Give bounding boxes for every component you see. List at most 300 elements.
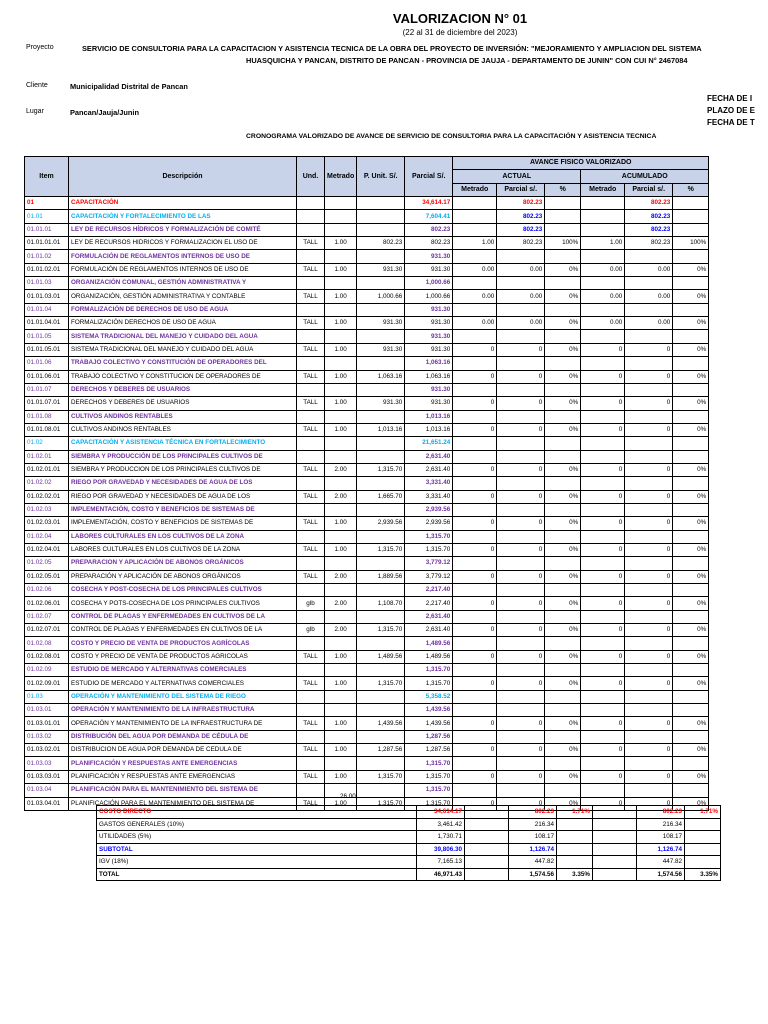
- item-description: LEY DE RECURSOS HIDRICOS Y FORMALIZACION EL USO DE: [69, 237, 297, 250]
- acum-metrado: 0: [581, 397, 625, 410]
- item-code: 01.01.04: [25, 303, 69, 316]
- actual-metrado: [453, 250, 497, 263]
- item-metrado: 1.00: [325, 744, 357, 757]
- acum-metrado: [581, 503, 625, 516]
- actual-metrado: [453, 757, 497, 770]
- acum-metrado: [581, 784, 625, 797]
- acum-metrado: 0: [581, 717, 625, 730]
- actual-pct: [545, 250, 581, 263]
- item-parcial: 931.30: [405, 303, 453, 316]
- item-code: 01.01.05.01: [25, 343, 69, 356]
- item-code: 01.03.02: [25, 730, 69, 743]
- table-row: [25, 770, 709, 783]
- item-unit: [297, 757, 325, 770]
- acum-pct: 0%: [673, 370, 709, 383]
- item-description: FORMULACIÓN DE REGLAMENTOS INTERNOS DE USO DE: [69, 263, 297, 276]
- header-metrado: Metrado: [325, 157, 357, 197]
- table-row: [25, 490, 709, 503]
- item-unit-price: 1,287.56: [357, 744, 405, 757]
- summary-actual-parcial: 1,574.56: [509, 868, 557, 881]
- item-description: IMPLEMENTACIÓN, COSTO Y BENEFICIOS DE SISTEMAS DE: [69, 517, 297, 530]
- item-metrado: [325, 437, 357, 450]
- acum-parcial: [625, 477, 673, 490]
- actual-pct: [545, 637, 581, 650]
- actual-metrado: [453, 610, 497, 623]
- actual-parcial: [497, 437, 545, 450]
- summary-actual-pct: [557, 818, 593, 831]
- summary-table: [96, 805, 721, 881]
- table-row: [25, 543, 709, 556]
- item-metrado: 1.00: [325, 343, 357, 356]
- acum-pct: [673, 610, 709, 623]
- item-unit: [297, 477, 325, 490]
- header-acumulado: ACUMULADO: [581, 170, 709, 183]
- table-row: [25, 263, 709, 276]
- item-unit: [297, 730, 325, 743]
- item-parcial: 3,779.12: [405, 557, 453, 570]
- actual-pct: 0%: [545, 423, 581, 436]
- fecha-termino-label: FECHA DE T: [707, 118, 755, 127]
- table-row: [25, 383, 709, 396]
- actual-metrado: [453, 437, 497, 450]
- acum-pct: [673, 330, 709, 343]
- item-metrado: [325, 664, 357, 677]
- item-parcial: 1,315.70: [405, 664, 453, 677]
- item-parcial: 1,489.56: [405, 650, 453, 663]
- item-unit: TALL: [297, 463, 325, 476]
- item-unit: [297, 784, 325, 797]
- acum-parcial: 0: [625, 517, 673, 530]
- table-row: [25, 584, 709, 597]
- table-row: [25, 237, 709, 250]
- actual-metrado: [453, 664, 497, 677]
- actual-metrado: 0: [453, 797, 497, 810]
- item-parcial: 1,063.16: [405, 370, 453, 383]
- acum-pct: 0%: [673, 463, 709, 476]
- item-parcial: 1,439.56: [405, 704, 453, 717]
- summary-actual-pct: [557, 843, 593, 856]
- header-parcial: Parcial S/.: [405, 157, 453, 197]
- acum-parcial: 0: [625, 397, 673, 410]
- item-description: PLANIFICACIÓN Y RESPUESTAS ANTE EMERGENCIAS: [69, 757, 297, 770]
- item-metrado: [325, 197, 357, 210]
- acum-pct: 0%: [673, 624, 709, 637]
- item-unit-price: [357, 704, 405, 717]
- acum-metrado: 0: [581, 343, 625, 356]
- item-unit: [297, 557, 325, 570]
- table-row: [25, 250, 709, 263]
- summary-acum-parcial: 1,126.74: [637, 843, 685, 856]
- summary-acum-parcial: 447.82: [637, 856, 685, 869]
- summary-actual-pct: 3.35%: [557, 868, 593, 881]
- actual-parcial: 802.23: [497, 197, 545, 210]
- item-metrado: [325, 330, 357, 343]
- item-code: 01.03.01: [25, 704, 69, 717]
- item-description: PLANIFICACIÓN PARA EL MANTENIMIENTO DEL SISTEMA DE: [69, 797, 297, 810]
- item-description: ORGANIZACIÓN COMUNAL, GESTIÓN ADMINISTRATIVA Y: [69, 277, 297, 290]
- item-code: 01.02.01: [25, 450, 69, 463]
- actual-metrado: [453, 503, 497, 516]
- actual-parcial: [497, 450, 545, 463]
- item-unit-price: [357, 610, 405, 623]
- table-row: [25, 784, 709, 797]
- item-metrado: 1.00: [325, 290, 357, 303]
- actual-metrado: 0: [453, 677, 497, 690]
- table-row: [25, 450, 709, 463]
- acum-parcial: [625, 557, 673, 570]
- item-unit-price: [357, 450, 405, 463]
- actual-pct: 0%: [545, 624, 581, 637]
- item-unit-price: [357, 757, 405, 770]
- item-description: SIEMBRA Y PRODUCCION DE LOS PRINCIPALES CULTIVOS DE: [69, 463, 297, 476]
- item-code: 01.03: [25, 690, 69, 703]
- item-metrado: [325, 704, 357, 717]
- item-parcial: 1,315.70: [405, 797, 453, 810]
- item-metrado: 1.00: [325, 397, 357, 410]
- table-row: [25, 397, 709, 410]
- item-metrado: 1.00: [325, 263, 357, 276]
- table-row: [25, 664, 709, 677]
- actual-pct: [545, 610, 581, 623]
- header-avance: AVANCE FISICO VALORIZADO: [453, 157, 709, 170]
- actual-parcial: 0.00: [497, 263, 545, 276]
- item-parcial: 2,939.56: [405, 517, 453, 530]
- actual-pct: [545, 704, 581, 717]
- acum-pct: [673, 477, 709, 490]
- item-parcial: 21,651.24: [405, 437, 453, 450]
- actual-metrado: [453, 357, 497, 370]
- actual-pct: [545, 197, 581, 210]
- acum-metrado: [581, 610, 625, 623]
- item-unit-price: [357, 690, 405, 703]
- period-text: (22 al 31 de diciembre del 2023): [402, 28, 518, 37]
- actual-parcial: 0: [497, 397, 545, 410]
- summary-acum-parcial: 216.34: [637, 818, 685, 831]
- item-code: 01.01.06.01: [25, 370, 69, 383]
- actual-parcial: [497, 730, 545, 743]
- item-unit: [297, 637, 325, 650]
- item-parcial: 802.23: [405, 223, 453, 236]
- acum-pct: [673, 690, 709, 703]
- item-unit-price: [357, 383, 405, 396]
- item-unit-price: [357, 503, 405, 516]
- acum-metrado: [581, 303, 625, 316]
- item-unit-price: [357, 223, 405, 236]
- acum-parcial: 0: [625, 717, 673, 730]
- item-unit-price: 931.30: [357, 263, 405, 276]
- table-row: [25, 437, 709, 450]
- item-code: 01.02.01.01: [25, 463, 69, 476]
- acum-parcial: 0: [625, 463, 673, 476]
- actual-parcial: [497, 557, 545, 570]
- summary-parcial: 7,165.13: [417, 856, 465, 869]
- acum-pct: [673, 730, 709, 743]
- item-unit: TALL: [297, 543, 325, 556]
- acum-pct: 0%: [673, 744, 709, 757]
- acum-pct: 0%: [673, 770, 709, 783]
- actual-pct: [545, 584, 581, 597]
- item-unit-price: 802.23: [357, 237, 405, 250]
- acum-parcial: [625, 410, 673, 423]
- item-unit-price: [357, 210, 405, 223]
- summary-empty: [465, 806, 509, 819]
- actual-parcial: 0: [497, 717, 545, 730]
- actual-parcial: [497, 757, 545, 770]
- item-parcial: 2,631.40: [405, 463, 453, 476]
- acum-metrado: 0: [581, 797, 625, 810]
- table-row: [25, 624, 709, 637]
- actual-metrado: [453, 704, 497, 717]
- header-actual-parcial: Parcial s/.: [497, 183, 545, 196]
- item-code: 01.02.08: [25, 637, 69, 650]
- actual-pct: [545, 303, 581, 316]
- summary-empty: [593, 856, 637, 869]
- actual-metrado: [453, 383, 497, 396]
- item-code: 01.01.03.01: [25, 290, 69, 303]
- acum-parcial: [625, 450, 673, 463]
- actual-pct: 0%: [545, 650, 581, 663]
- table-row: [25, 570, 709, 583]
- item-metrado: 1.00: [325, 423, 357, 436]
- table-row: [25, 370, 709, 383]
- item-code: 01.01.08.01: [25, 423, 69, 436]
- actual-parcial: [497, 784, 545, 797]
- item-unit: TALL: [297, 517, 325, 530]
- item-parcial: 1,013.16: [405, 423, 453, 436]
- table-row: [25, 290, 709, 303]
- actual-metrado: 0: [453, 397, 497, 410]
- summary-acum-pct: [685, 856, 721, 869]
- item-description: DERECHOS Y DEBERES DE USUARIOS: [69, 397, 297, 410]
- item-unit: TALL: [297, 343, 325, 356]
- acum-metrado: 0: [581, 597, 625, 610]
- item-unit-price: 1,889.56: [357, 570, 405, 583]
- acum-metrado: [581, 383, 625, 396]
- table-row: [25, 317, 709, 330]
- summary-row: [97, 818, 721, 831]
- item-unit-price: 1,315.70: [357, 797, 405, 810]
- actual-parcial: [497, 690, 545, 703]
- item-description: OPERACIÓN Y MANTENIMIENTO DE LA INFRAESTRUCTURA DE: [69, 717, 297, 730]
- item-description: LABORES CULTURALES EN LOS CULTIVOS DE LA ZONA: [69, 530, 297, 543]
- acum-pct: 0%: [673, 597, 709, 610]
- acum-parcial: 0: [625, 677, 673, 690]
- acum-parcial: 0: [625, 490, 673, 503]
- item-metrado: 1.00: [325, 543, 357, 556]
- item-unit: TALL: [297, 770, 325, 783]
- item-code: 01.01.07: [25, 383, 69, 396]
- metrado-total: 26.00: [340, 793, 356, 800]
- item-code: 01.02.02.01: [25, 490, 69, 503]
- acum-parcial: 0: [625, 343, 673, 356]
- item-code: 01.01.07.01: [25, 397, 69, 410]
- item-parcial: 1,315.70: [405, 770, 453, 783]
- acum-parcial: [625, 277, 673, 290]
- item-metrado: [325, 530, 357, 543]
- item-parcial: 3,779.12: [405, 570, 453, 583]
- acum-metrado: [581, 690, 625, 703]
- item-parcial: 1,287.56: [405, 744, 453, 757]
- acum-parcial: 0: [625, 597, 673, 610]
- item-parcial: 931.30: [405, 397, 453, 410]
- actual-metrado: 0.00: [453, 290, 497, 303]
- item-unit: TALL: [297, 290, 325, 303]
- fecha-inicio-label: FECHA DE I: [707, 94, 753, 103]
- item-code: 01: [25, 197, 69, 210]
- item-parcial: 931.30: [405, 263, 453, 276]
- actual-pct: 0%: [545, 463, 581, 476]
- item-parcial: 1,315.70: [405, 677, 453, 690]
- item-code: 01.01.03: [25, 277, 69, 290]
- item-metrado: [325, 410, 357, 423]
- actual-metrado: 1.00: [453, 237, 497, 250]
- actual-metrado: [453, 530, 497, 543]
- header-acum-parcial: Parcial s/.: [625, 183, 673, 196]
- item-parcial: 1,063.16: [405, 357, 453, 370]
- item-description: OPERACIÓN Y MANTENIMIENTO DE LA INFRAESTRUCTURA: [69, 704, 297, 717]
- acum-parcial: 0.00: [625, 317, 673, 330]
- item-unit-price: 2,939.56: [357, 517, 405, 530]
- acum-metrado: [581, 584, 625, 597]
- actual-metrado: 0: [453, 463, 497, 476]
- actual-pct: 100%: [545, 237, 581, 250]
- acum-metrado: 0: [581, 770, 625, 783]
- item-description: COSECHA Y POTS-COSECHA DE LOS PRINCIPALES CULTIVOS: [69, 597, 297, 610]
- item-metrado: 2.00: [325, 463, 357, 476]
- acum-parcial: [625, 704, 673, 717]
- acum-pct: 0%: [673, 343, 709, 356]
- actual-parcial: [497, 530, 545, 543]
- actual-parcial: 0.00: [497, 290, 545, 303]
- actual-parcial: 0: [497, 650, 545, 663]
- item-code: 01.02.03: [25, 503, 69, 516]
- actual-parcial: 802.23: [497, 223, 545, 236]
- acum-parcial: 0: [625, 624, 673, 637]
- summary-parcial: 34,614.17: [417, 806, 465, 819]
- actual-metrado: 0: [453, 343, 497, 356]
- summary-empty: [465, 868, 509, 881]
- item-unit: [297, 383, 325, 396]
- acum-metrado: 0: [581, 370, 625, 383]
- summary-label: SUBTOTAL: [97, 843, 417, 856]
- item-metrado: 2.00: [325, 597, 357, 610]
- item-description: CULTIVOS ANDINOS RENTABLES: [69, 410, 297, 423]
- item-description: CULTIVOS ANDINOS RENTABLES: [69, 423, 297, 436]
- summary-acum-pct: [685, 818, 721, 831]
- item-parcial: 1,287.56: [405, 730, 453, 743]
- lugar-label: Lugar: [26, 108, 44, 115]
- table-row: [25, 330, 709, 343]
- actual-parcial: 0: [497, 624, 545, 637]
- item-metrado: 1.00: [325, 517, 357, 530]
- table-row: [25, 744, 709, 757]
- item-code: 01.01.02.01: [25, 263, 69, 276]
- acum-pct: 0%: [673, 717, 709, 730]
- acum-pct: 0%: [673, 677, 709, 690]
- item-unit-price: [357, 637, 405, 650]
- actual-metrado: 0: [453, 570, 497, 583]
- acum-pct: [673, 637, 709, 650]
- actual-metrado: [453, 410, 497, 423]
- item-code: 01.01.04.01: [25, 317, 69, 330]
- header-und: Und.: [297, 157, 325, 197]
- actual-parcial: 0: [497, 677, 545, 690]
- actual-pct: [545, 357, 581, 370]
- item-unit-price: [357, 410, 405, 423]
- actual-pct: 0%: [545, 570, 581, 583]
- table-row: [25, 357, 709, 370]
- summary-acum-parcial: 802.23: [637, 806, 685, 819]
- item-code: 01.03.03: [25, 757, 69, 770]
- table-row: [25, 503, 709, 516]
- actual-parcial: 0: [497, 597, 545, 610]
- actual-pct: 0%: [545, 397, 581, 410]
- item-description: OPERACIÓN Y MANTENIMIENTO DEL SISTEMA DE RIEGO: [69, 690, 297, 703]
- acum-parcial: 0: [625, 770, 673, 783]
- item-unit-price: [357, 730, 405, 743]
- item-metrado: [325, 690, 357, 703]
- acum-metrado: [581, 277, 625, 290]
- item-unit: [297, 690, 325, 703]
- actual-parcial: 0: [497, 517, 545, 530]
- summary-empty: [465, 831, 509, 844]
- acum-metrado: 0: [581, 624, 625, 637]
- acum-pct: 0%: [673, 650, 709, 663]
- acum-metrado: 0: [581, 570, 625, 583]
- actual-metrado: [453, 584, 497, 597]
- acum-metrado: [581, 210, 625, 223]
- item-metrado: 1.00: [325, 317, 357, 330]
- acum-parcial: 0: [625, 797, 673, 810]
- acum-metrado: 0: [581, 650, 625, 663]
- item-metrado: [325, 223, 357, 236]
- actual-parcial: [497, 610, 545, 623]
- item-code: 01.01.01.01: [25, 237, 69, 250]
- actual-pct: [545, 410, 581, 423]
- item-code: 01.02.08.01: [25, 650, 69, 663]
- item-description: LEY DE RECURSOS HÍDRICOS Y FORMALIZACIÓN DE COMITÉ: [69, 223, 297, 236]
- acum-parcial: [625, 437, 673, 450]
- table-row: [25, 277, 709, 290]
- summary-actual-pct: [557, 856, 593, 869]
- actual-pct: [545, 210, 581, 223]
- acum-parcial: [625, 664, 673, 677]
- actual-parcial: [497, 704, 545, 717]
- actual-parcial: 0: [497, 797, 545, 810]
- header-descripcion: Descripción: [69, 157, 297, 197]
- summary-acum-parcial: 1,574.56: [637, 868, 685, 881]
- item-description: PLANIFICACIÓN PARA EL MANTENIMIENTO DEL SISTEMA DE: [69, 784, 297, 797]
- item-parcial: 931.30: [405, 343, 453, 356]
- table-row: [25, 197, 709, 210]
- actual-parcial: [497, 664, 545, 677]
- item-description: CONTROL DE PLAGAS Y ENFERMEDADES EN CULTIVOS DE LA: [69, 610, 297, 623]
- item-unit-price: [357, 477, 405, 490]
- acum-parcial: [625, 730, 673, 743]
- acum-metrado: 0: [581, 423, 625, 436]
- summary-parcial: 39,806.30: [417, 843, 465, 856]
- table-row: [25, 463, 709, 476]
- item-unit-price: 1,315.70: [357, 543, 405, 556]
- actual-parcial: 0: [497, 423, 545, 436]
- acum-pct: [673, 357, 709, 370]
- actual-parcial: [497, 250, 545, 263]
- table-row: [25, 303, 709, 316]
- acum-metrado: [581, 450, 625, 463]
- summary-row: [97, 856, 721, 869]
- actual-pct: 0%: [545, 744, 581, 757]
- table-row: [25, 717, 709, 730]
